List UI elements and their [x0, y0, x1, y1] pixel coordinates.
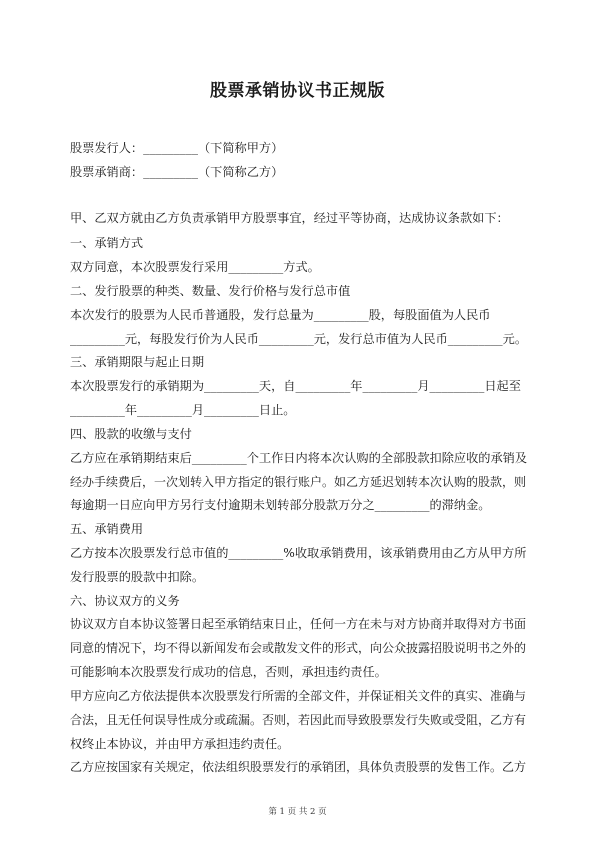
- issuer-line: 股票发行人：_________（下简称甲方）: [70, 141, 284, 155]
- section-6-text-line-7: 乙方应按国家有关规定，依法组织股票发行的承销团，具体负责股票的发售工作。乙方: [70, 760, 527, 774]
- section-6-text-line-5: 合法，且无任何误导性成分或疏漏。否则，若因此而导致股票发行失败或受阻，乙方有: [70, 713, 527, 727]
- section-4-text-line-1: 乙方应在承销期结束后_________个工作日内将本次认购的全部股款扣除应收的承销及: [70, 451, 528, 465]
- underwriter-line: 股票承销商：_________（下简称乙方）: [70, 165, 284, 179]
- section-heading-6: 六、协议双方的义务: [70, 594, 180, 608]
- section-heading-3: 三、承销期限与起止日期: [70, 355, 205, 369]
- section-2-text-line-1: 本次发行的股票为人民币普通股，发行总量为_________股，每股面值为人民币: [70, 308, 491, 322]
- section-3-text-line-2: _________年_________月_________日止。: [70, 403, 296, 417]
- section-3-text-line-1: 本次股票发行的承销期为_________天，自_________年_________月_________日起至: [70, 379, 521, 393]
- section-6-text-line-2: 同意的情况下，均不得以新闻发布会或散发文件的形式，向公众披露招股说明书之外的: [70, 641, 527, 655]
- section-4-text-line-3: 每逾期一日应向甲方另行支付逾期未划转部分股款万分之_________的滞纳金。: [70, 498, 491, 512]
- intro-paragraph: 甲、乙双方就由乙方负责承销甲方股票事宜，经过平等协商，达成协议条款如下：: [70, 211, 509, 225]
- page-number-footer: 第 1 页 共 2 页: [268, 807, 327, 817]
- section-2-text-line-2: _________元，每股发行价为人民币_________元，发行总市值为人民币_________元。: [70, 332, 528, 346]
- section-5-text-line-2: 发行股票的股款中扣除。: [70, 570, 205, 584]
- section-heading-4: 四、股款的收缴与支付: [70, 427, 192, 441]
- section-6-text-line-4: 甲方应向乙方依法提供本次股票发行所需的全部文件，并保证相关文件的真实、准确与: [70, 689, 527, 703]
- section-5-text-line-1: 乙方按本次股票发行总市值的_________%收取承销费用，该承销费用由乙方从甲方所: [70, 546, 527, 560]
- section-6-text-line-6: 权终止本协议，并由甲方承担违约责任。: [70, 737, 290, 751]
- section-heading-5: 五、承销费用: [70, 522, 144, 536]
- section-heading-1: 一、承销方式: [70, 236, 144, 250]
- section-1-text: 双方同意，本次股票发行采用_________方式。: [70, 260, 320, 274]
- section-6-text-line-1: 协议双方自本协议签署日起至承销结束日止，任何一方在未与对方协商并取得对方书面: [70, 617, 527, 631]
- section-6-text-line-3: 可能影响本次股票发行成功的信息，否则，承担违约责任。: [70, 665, 387, 679]
- section-heading-2: 二、发行股票的种类、数量、发行价格与发行总市值: [70, 284, 351, 298]
- document-title: 股票承销协议书正规版: [210, 81, 385, 101]
- section-4-text-line-2: 经办手续费后，一次划转入甲方指定的银行账户。如乙方延迟划转本次认购的股款，则: [70, 475, 527, 489]
